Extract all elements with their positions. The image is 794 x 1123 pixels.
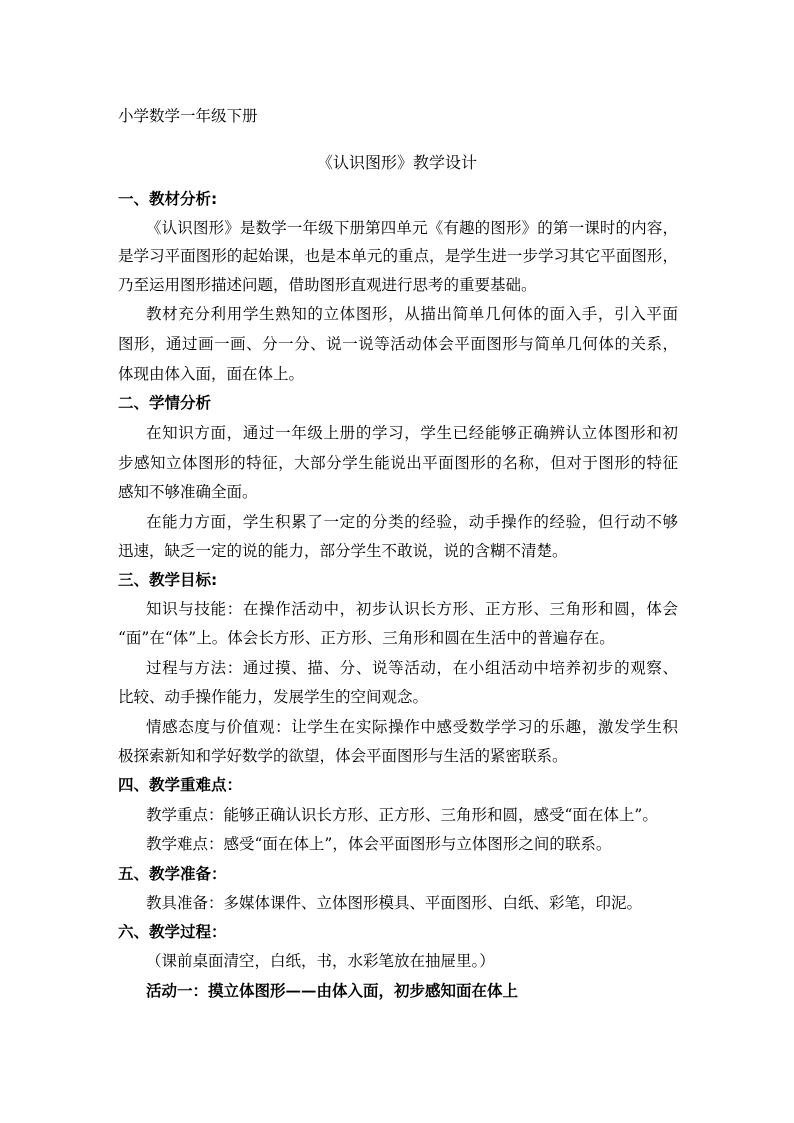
paragraph-line: 过程与方法：通过摸、描、分、说等活动，在小组活动中培养初步的观察、 bbox=[146, 659, 678, 677]
section-heading-5: 五、教学准备： bbox=[118, 865, 227, 883]
paragraph-line: 是学习平面图形的起始课，也是本单元的重点，是学生进一步学习其它平面图形， bbox=[118, 247, 678, 265]
section-heading-3: 三、教学目标: bbox=[118, 571, 218, 589]
paragraph-line: （课前桌面清空，白纸，书，水彩笔放在抽屉里。） bbox=[146, 952, 495, 970]
paragraph-line: 情感态度与价值观：让学生在实际操作中感受数学学习的乐趣，激发学生积 bbox=[146, 718, 678, 736]
paragraph-line: 步感知立体图形的特征，大部分学生能说出平面图形的名称，但对于图形的特征 bbox=[118, 454, 678, 472]
paragraph-line: 迅速，缺乏一定的说的能力，部分学生不敢说，说的含糊不清楚。 bbox=[118, 542, 568, 560]
paragraph-line: 在知识方面，通过一年级上册的学习，学生已经能够正确辨认立体图形和初 bbox=[146, 424, 678, 442]
section-heading-6: 六、教学过程： bbox=[118, 923, 227, 941]
section-heading-4: 四、教学重难点： bbox=[118, 776, 243, 794]
doc-subtitle: 小学数学一年级下册 bbox=[118, 107, 258, 125]
paragraph-line: 比较、动手操作能力，发展学生的空间观念。 bbox=[118, 688, 429, 706]
paragraph-line: “面”在“体”上。体会长方形、正方形、三角形和圆在生活中的普遍存在。 bbox=[118, 629, 615, 647]
doc-title: 《认识图形》教学设计 bbox=[316, 153, 477, 172]
paragraph-line: 教学难点：感受“面在体上”，体会平面图形与立体图形之间的联系。 bbox=[146, 835, 612, 853]
paragraph-line: 教材充分利用学生熟知的立体图形，从描出简单几何体的面入手，引入平面 bbox=[146, 305, 678, 323]
section-heading-1: 一、教材分析: bbox=[118, 190, 218, 208]
paragraph-line: 知识与技能：在操作活动中，初步认识长方形、正方形、三角形和圆，体会 bbox=[146, 600, 678, 618]
section-heading-2: 二、学情分析 bbox=[118, 394, 212, 412]
paragraph-line: 乃至运用图形描述问题，借助图形直观进行思考的重要基础。 bbox=[118, 276, 537, 294]
paragraph-line: 教学重点：能够正确认识长方形、正方形、三角形和圆，感受“面在体上”。 bbox=[146, 806, 658, 824]
paragraph-line: 在能力方面，学生积累了一定的分类的经验，动手操作的经验，但行动不够 bbox=[146, 513, 678, 531]
paragraph-line: 《认识图形》是数学一年级下册第四单元《有趣的图形》的第一课时的内容， bbox=[146, 219, 678, 237]
paragraph-line: 图形，通过画一画、分一分、说一说等活动体会平面图形与简单几何体的关系， bbox=[118, 335, 678, 353]
paragraph-line: 体现由体入面，面在体上。 bbox=[118, 365, 305, 383]
paragraph-line: 极探索新知和学好数学的欲望，体会平面图形与生活的紧密联系。 bbox=[118, 747, 568, 765]
paragraph-line: 感知不够准确全面。 bbox=[118, 483, 258, 501]
paragraph-line: 教具准备：多媒体课件、立体图形模具、平面图形、白纸、彩笔，印泥。 bbox=[146, 894, 643, 912]
activity-heading: 活动一：摸立体图形——由体入面，初步感知面在体上 bbox=[146, 981, 519, 1000]
